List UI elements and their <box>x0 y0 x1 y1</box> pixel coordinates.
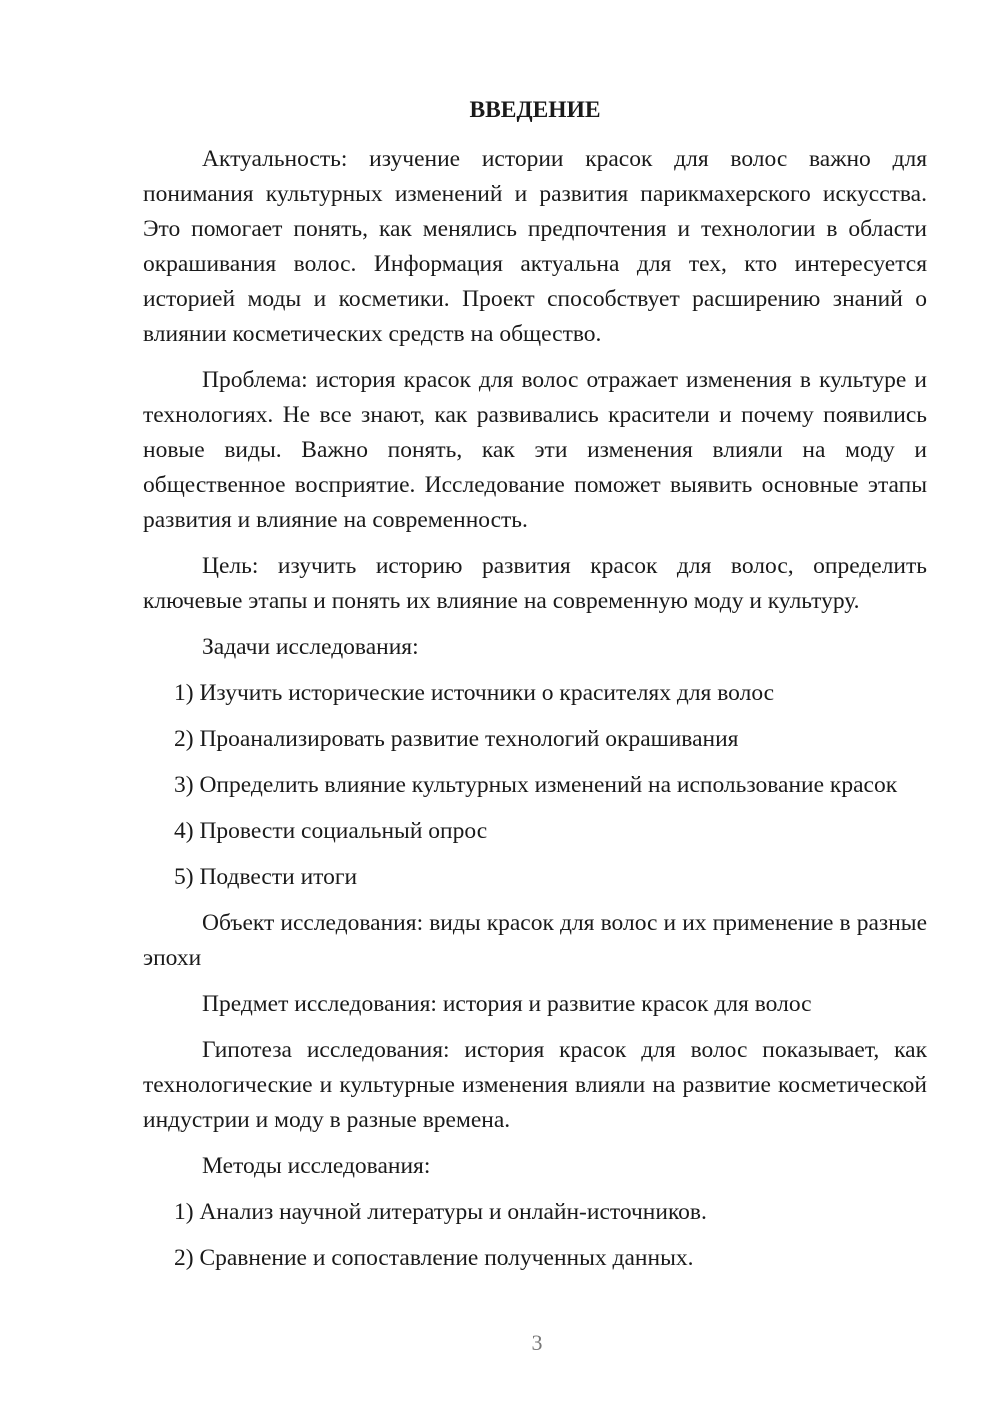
list-item: 5) Подвести итоги <box>174 864 358 890</box>
list-item: 4) Провести социальный опрос <box>174 818 488 844</box>
hypothesis-paragraph: Гипотеза исследования: история красок для волос показывает, как технологические и культурные изменения влияли на развитие косметической индустрии и моду в разные времена. <box>143 1037 927 1133</box>
list-item: 1) Анализ научной литературы и онлайн-источников. <box>174 1199 707 1225</box>
methods-list <box>143 1195 927 1276</box>
list-item: 3) Определить влияние культурных изменений на использование красок <box>174 772 898 798</box>
problem-paragraph: Проблема: история красок для волос отражает изменения в культуре и технологиях. Не все знают, как развивались красители и почему появились новые виды. Важно понять, как эти изменения влияли на моду и общественное восприятие. Исследование поможет выявить основные этапы развития и влияние на современность. <box>143 367 927 533</box>
list-item: 2) Сравнение и сопоставление полученных данных. <box>174 1245 694 1271</box>
subject-paragraph: Предмет исследования: история и развитие красок для волос <box>202 991 812 1017</box>
tasks-title: Задачи исследования: <box>202 634 419 660</box>
object-paragraph: Объект исследования: виды красок для волос и их применение в разные эпохи <box>143 910 927 971</box>
page-number: 3 <box>531 1330 543 1355</box>
relevance-paragraph: Актуальность: изучение истории красок для волос важно для понимания культурных изменений и развития парикмахерского искусства. Это помогает понять, как менялись предпочтения и технологии в области окрашивания волос. Информация актуальна для тех, кто интересуется историей моды и косметики. Проект способствует расширению знаний о влиянии косметических средств на общество. <box>143 146 927 347</box>
section-heading: ВВЕДЕНИЕ <box>469 97 601 123</box>
tasks-list <box>143 676 927 895</box>
goal-paragraph: Цель: изучить историю развития красок для волос, определить ключевые этапы и понять их влияние на современную моду и культуру. <box>143 553 927 614</box>
list-item: 2) Проанализировать развитие технологий окрашивания <box>174 726 739 752</box>
list-item: 1) Изучить исторические источники о красителях для волос <box>174 680 775 706</box>
methods-title: Методы исследования: <box>202 1153 431 1179</box>
page-content <box>143 93 927 1287</box>
